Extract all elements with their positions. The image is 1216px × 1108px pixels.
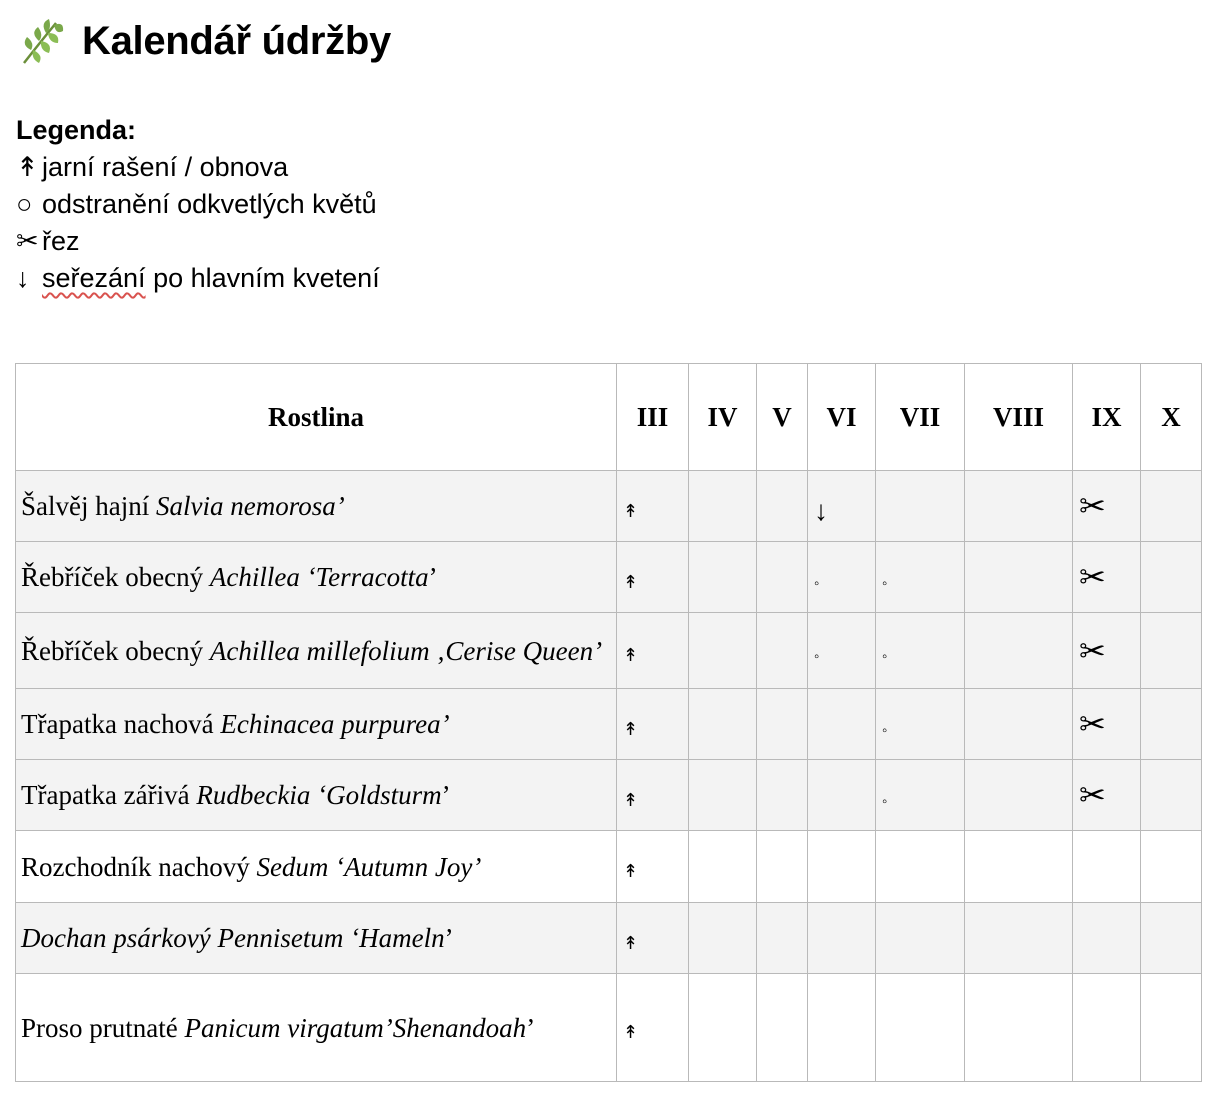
month-cell <box>757 471 808 542</box>
circle-icon: ◦ <box>882 793 888 810</box>
column-header-month: VI <box>808 364 876 471</box>
month-cell <box>757 760 808 831</box>
legend-heading: Legenda: <box>16 115 137 145</box>
month-cell <box>689 903 757 974</box>
plant-name-cell <box>16 903 617 974</box>
month-cell <box>757 689 808 760</box>
month-cell <box>1141 831 1202 903</box>
circle-icon: ◦ <box>882 649 888 665</box>
table-header-row <box>16 364 1202 471</box>
column-header-month: V <box>757 364 808 471</box>
month-cell <box>617 903 689 974</box>
plant-common-name: Třapatka zářivá <box>21 780 197 810</box>
scissors-icon: ✂ <box>16 226 39 256</box>
plant-name-cell <box>16 542 617 613</box>
legend-item-deadheading <box>16 186 380 223</box>
month-cell <box>1141 974 1202 1082</box>
legend-item-text: po hlavním kvetení <box>145 263 380 293</box>
circle-icon: ◦ <box>814 649 820 665</box>
legend-item-cutback <box>16 260 380 297</box>
plant-common-name: Třapatka nachová <box>21 709 221 739</box>
month-cell <box>689 760 757 831</box>
month-cell <box>689 689 757 760</box>
sprout-arrow-icon: ↟ <box>623 861 639 881</box>
month-cell <box>689 613 757 689</box>
sprout-arrow-icon: ↟ <box>623 571 639 592</box>
page-title <box>16 12 391 70</box>
month-cell <box>808 613 876 689</box>
month-cell <box>876 974 965 1082</box>
month-cell <box>876 613 965 689</box>
plant-latin-name: Rudbeckia ‘Goldsturm <box>196 780 442 810</box>
month-cell <box>757 974 808 1082</box>
column-header-month: III <box>617 364 689 471</box>
plant-name-cell <box>16 689 617 760</box>
plant-name-cell <box>16 974 617 1082</box>
month-cell <box>1073 760 1141 831</box>
plant-latin-name: Dochan psárkový Pennisetum ‘Hameln <box>21 923 445 953</box>
month-cell <box>689 471 757 542</box>
table-row <box>16 471 1202 542</box>
month-cell <box>617 831 689 903</box>
month-cell <box>1073 974 1141 1082</box>
sprout-arrow-icon: ↟ <box>623 789 639 810</box>
month-cell <box>808 831 876 903</box>
month-cell <box>1073 831 1141 903</box>
leaf-icon <box>16 15 68 67</box>
scissors-icon: ✂ <box>1079 706 1106 742</box>
table-row <box>16 903 1202 974</box>
month-cell <box>617 689 689 760</box>
legend-item-text: jarní rašení / obnova <box>42 152 289 182</box>
spellcheck-word[interactable]: seřezání <box>42 263 146 293</box>
legend <box>16 112 380 297</box>
month-cell <box>689 831 757 903</box>
sprout-arrow-icon: ↟ <box>623 932 639 953</box>
scissors-icon: ✂ <box>1079 632 1106 669</box>
month-cell <box>876 903 965 974</box>
plant-latin-name: Echinacea purpurea’ <box>220 709 450 739</box>
month-cell <box>1141 760 1202 831</box>
table-row <box>16 760 1202 831</box>
month-cell <box>965 689 1073 760</box>
month-cell <box>965 903 1073 974</box>
month-cell <box>757 903 808 974</box>
month-cell <box>965 974 1073 1082</box>
month-cell <box>1073 613 1141 689</box>
month-cell <box>689 974 757 1082</box>
table-row <box>16 974 1202 1082</box>
column-header-month: IV <box>689 364 757 471</box>
month-cell <box>1141 542 1202 613</box>
month-cell <box>757 613 808 689</box>
plant-latin-name: Panicum virgatum’Shenandoah <box>184 1012 527 1043</box>
month-cell <box>965 831 1073 903</box>
sprout-arrow-icon: ↟ <box>623 645 639 665</box>
plant-latin-name: Achillea ‘Terracotta <box>209 562 429 592</box>
plant-name-tail: ’ <box>526 1012 536 1043</box>
legend-item-sprouting <box>16 149 380 186</box>
month-cell <box>808 974 876 1082</box>
table-row <box>16 831 1202 903</box>
month-cell <box>876 471 965 542</box>
column-header-month: VIII <box>965 364 1073 471</box>
month-cell <box>1141 903 1202 974</box>
month-cell <box>808 903 876 974</box>
column-header-month: IX <box>1073 364 1141 471</box>
month-cell <box>617 974 689 1082</box>
plant-name-tail: ’ <box>444 923 454 953</box>
month-cell <box>808 760 876 831</box>
circle-icon: ◦ <box>814 575 820 592</box>
month-cell <box>876 542 965 613</box>
month-cell <box>1073 903 1141 974</box>
month-cell <box>1073 471 1141 542</box>
sprout-arrow-icon: ↟ <box>623 1022 639 1042</box>
sprout-arrow-icon: ↟ <box>623 500 639 521</box>
month-cell <box>876 689 965 760</box>
month-cell <box>965 613 1073 689</box>
month-cell <box>757 542 808 613</box>
plant-common-name: Rozchodník nachový <box>21 851 257 882</box>
plant-name-tail: ’ <box>441 780 451 810</box>
sprout-arrow-icon: ↟ <box>16 152 39 182</box>
table-row <box>16 613 1202 689</box>
plant-latin-name: Salvia nemorosa’ <box>155 491 345 521</box>
table-row <box>16 542 1202 613</box>
legend-item-text: odstranění odkvetlých květů <box>42 189 377 219</box>
month-cell <box>757 831 808 903</box>
month-cell <box>876 831 965 903</box>
month-cell <box>1141 471 1202 542</box>
plant-common-name: Proso prutnaté <box>21 1012 185 1043</box>
plant-latin-name: Achillea millefolium ‚Cerise Queen’ <box>209 635 603 666</box>
month-cell <box>617 542 689 613</box>
plant-name-cell <box>16 471 617 542</box>
sprout-arrow-icon: ↟ <box>623 718 639 739</box>
plant-common-name: Řebříček obecný <box>21 562 210 592</box>
month-cell <box>617 760 689 831</box>
column-header-month: X <box>1141 364 1202 471</box>
month-cell <box>808 542 876 613</box>
circle-icon: ◦ <box>882 575 888 592</box>
down-arrow-icon: ↓ <box>16 263 30 293</box>
month-cell <box>876 760 965 831</box>
plant-name-cell <box>16 613 617 689</box>
scissors-icon: ✂ <box>1079 777 1106 813</box>
month-cell <box>689 542 757 613</box>
month-cell <box>808 689 876 760</box>
legend-item-text: řez <box>42 226 80 256</box>
circle-icon: ○ <box>16 189 33 219</box>
month-cell <box>965 760 1073 831</box>
scissors-icon: ✂ <box>1079 488 1106 524</box>
column-header-plant: Rostlina <box>16 364 617 471</box>
maintenance-table <box>15 363 1202 1082</box>
month-cell <box>808 471 876 542</box>
circle-icon: ◦ <box>882 722 888 739</box>
month-cell <box>617 471 689 542</box>
plant-common-name: Řebříček obecný <box>21 635 210 666</box>
month-cell <box>1141 613 1202 689</box>
plant-name-cell <box>16 831 617 903</box>
month-cell <box>1073 542 1141 613</box>
month-cell <box>1073 689 1141 760</box>
legend-item-pruning <box>16 223 380 260</box>
plant-latin-name: Sedum ‘Autumn Joy’ <box>256 851 482 882</box>
scissors-icon: ✂ <box>1079 559 1106 595</box>
plant-name-tail: ’ <box>428 562 438 592</box>
month-cell <box>965 542 1073 613</box>
month-cell <box>617 613 689 689</box>
plant-name-cell <box>16 760 617 831</box>
month-cell <box>965 471 1073 542</box>
down-arrow-icon: ↓ <box>814 496 828 527</box>
table-row <box>16 689 1202 760</box>
month-cell <box>1141 689 1202 760</box>
title-text: Kalendář údržby <box>82 18 391 63</box>
plant-common-name: Šalvěj hajní <box>21 491 156 521</box>
column-header-month: VII <box>876 364 965 471</box>
